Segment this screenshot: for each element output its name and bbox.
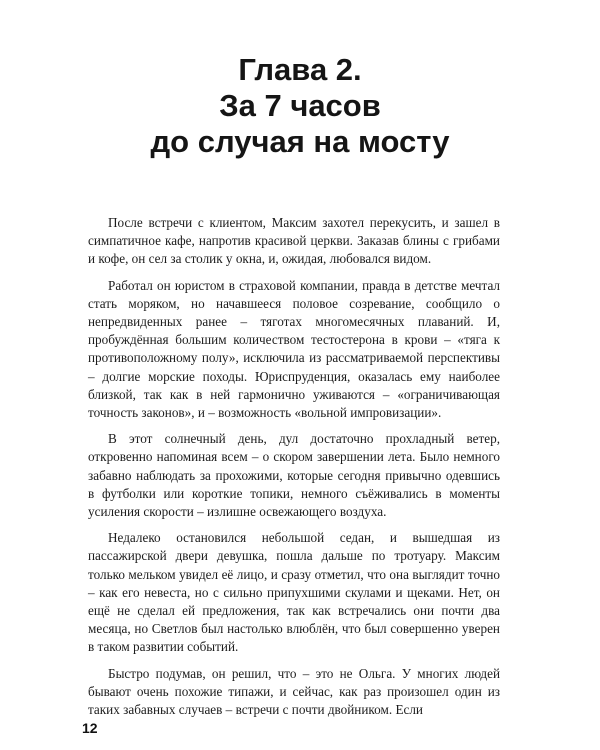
paragraph-2: Работал он юристом в страховой компании, правда в детстве мечтал стать моряком, но начавшееся половое созревание, сообщило о непредвиденных ранее – тяготах многомесячных плаваний. И, пробуждённая большим количеством тестостерона в крови – «тяга к противоположному полу», исключила из рассматриваемой перспективы – долгие морские походы. Юриспруденция, оказалась ему наиболее близкой, так как в ней гармонично уживаются – «ограничивающая точность законов», и – возможность «вольной импровизации».: [88, 277, 500, 421]
paragraph-4: Недалеко остановился небольшой седан, и вышедшая из пассажирской двери девушка, пошла дальше по тротуару. Максим только мельком увидел её лицо, и сразу отметил, что она выглядит точно – как его невеста, но с сильно припухшими скулами и щеками. Нет, он ещё не сделал ей предложения, так как встречались они почти два месяца, но Светлов был настолько влюблён, что был совершенно уверен в таком развитии событий.: [88, 530, 500, 655]
paragraph-1: После встречи с клиентом, Максим захотел перекусить, и зашел в симпатичное кафе, напротив красивой церкви. Заказав блины с грибами и кофе, он сел за столик у окна, и, ожидая, любовался видом.: [88, 215, 500, 267]
chapter-title: [0, 52, 600, 160]
chapter-title-line-3: до случая на мосту: [150, 124, 450, 159]
paragraph-3: В этот солнечный день, дул достаточно прохладный ветер, откровенно напоминая всем – о скором завершении лета. Было немного забавно наблюдать за прохожими, которые сегодня привычно одевшись в футболки или короткие топики, немного съёживались в моменты усиления скорости – излишне освежающего воздуха.: [88, 431, 500, 520]
chapter-title-line-1: Глава 2.: [238, 52, 362, 87]
chapter-title-line-2: За 7 часов: [219, 88, 381, 123]
page-number: 12: [82, 720, 98, 736]
chapter-body: [88, 214, 500, 727]
paragraph-5: Быстро подумав, он решил, что – это не Ольга. У многих людей бывают очень похожие типажи, и сейчас, как раз произошел один из таких забавных случаев – встречи с почти двойником. Если: [88, 665, 500, 718]
